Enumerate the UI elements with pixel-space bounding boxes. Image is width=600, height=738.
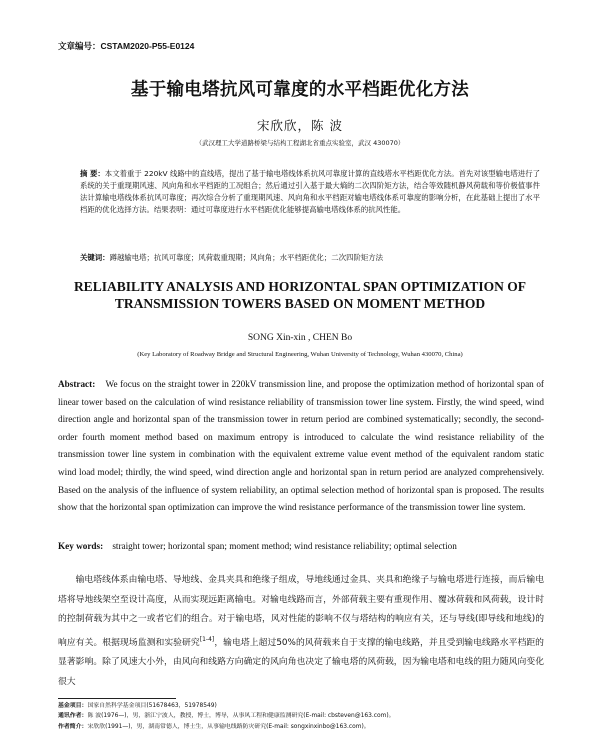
english-authors: SONG Xin-xin , CHEN Bo: [247, 333, 353, 343]
footnote-corr-label: 通讯作者：: [58, 713, 88, 720]
english-keywords: [58, 541, 544, 551]
chinese-authors: 宋欣欣，陈 波: [257, 118, 343, 133]
english-abstract-label: Abstract:: [58, 379, 96, 389]
footnotes: [58, 701, 558, 732]
english-abstract: [58, 376, 544, 517]
footnote-fund-text: 国家自然科学基金项目(51678463，51978549): [87, 703, 217, 709]
footnote-corr-text: 陈 波(1976—)，男，浙江宁波人，教授，博士，博导，从事风工程和健康监测研究(E-mail: cbsteven@163.com)。: [87, 713, 395, 720]
chinese-keywords-text: 蹲越输电塔；抗风可靠度；风荷载重现期；风向角；水平档距优化；二次四阶矩方法: [109, 253, 384, 262]
footnote-author-label: 作者简介：: [58, 723, 88, 730]
footnote-fund-label: 基金项目：: [58, 703, 88, 709]
chinese-keywords: [80, 252, 540, 263]
chinese-affiliation: （武汉理工大学道路桥梁与结构工程湖北省重点实验室，武汉 430070）: [195, 139, 405, 147]
chinese-abstract: [80, 168, 540, 216]
chinese-abstract-label: 摘 要：: [80, 169, 105, 178]
footnote-corresponding: [58, 711, 558, 721]
english-keywords-text: straight tower; horizontal span; moment method; wind resistance reliability; optimal selection: [112, 541, 457, 551]
footnote-fund: [58, 701, 558, 711]
footnote-author-text: 宋欣欣(1991—)，男，湖南常德人，博士生，从事输电线路防灾研究(E-mail: songxinxinbo@163.com)。: [87, 723, 370, 730]
footnote-author: [58, 722, 558, 732]
footnote-divider: [58, 698, 176, 699]
citation-ref: [1-4]: [199, 635, 215, 643]
english-title: RELIABILITY ANALYSIS AND HORIZONTAL SPAN OPTIMIZATION OF TRANSMISSION TOWERS BASED ON MOMENT METHOD: [73, 279, 527, 311]
body-text-part1: 输电塔线体系由输电塔、导地线、金具夹具和绝缘子组成，导地线通过金具、夹具和绝缘子与输电塔进行连接，而后输电塔将导地线架空至设计高度，从而实现远距离输电。对输电线路而言，外部荷载主要有重现作用、覆冰荷载和风荷载，设计时的控制荷载为其中之一或者它们的组合。对于输电塔，风对性能的影响不仅与塔结构的响应有关，还与导线(即导线和地线)的响应有关。根据现场监测和实验研究: [58, 575, 544, 648]
chinese-title: 基于输电塔抗风可靠度的水平档距优化方法: [130, 80, 470, 100]
chinese-abstract-text: 本文着重于 220kV 线路中的直线塔，提出了基于输电塔线体系抗风可靠度计算的直线塔水平档距优化方法。首先对该型输电塔进行了系统的关于重现期风速、风向角和水平档距的工况组合；然后通过引入基于最大熵的二次四阶矩方法，结合等效随机静风荷载和等价极值事件法计算输电塔线体系抗风可靠度；再次综合分析了重现期风速、风向角和水平档距对输电塔线体系可靠度的影响分析，在此基础上提出了水平档距的优化选择方法。结果表明：通过可靠度进行水平档距优化能够提高输电塔线体系的抗风性能。: [80, 169, 540, 214]
english-affiliation: (Key Laboratory of Roadway Bridge and Structural Engineering, Wuhan University of Technology, Wuhan 430070, China): [137, 351, 463, 358]
english-abstract-text: We focus on the straight tower in 220kV transmission line, and propose the optimization method of horizontal span of linear tower based on the calculation of wind resistance reliability of transmission tower line system. Firstly, the wind speed, wind direction angle and horizontal span of the transmission tower in return period are combined systematically; secondly, the second-order fourth moment method based on maximum entropy is introduced to calculate the wind resistance reliability of the transmission tower line system in combination with the equivalent extreme value event method of the equivalent random static wind load model; thirdly, the wind speed, wind direction angle and horizontal span in return period are analyzed comprehensively. Based on the analysis of the influence of system reliability, an optimal selection method of horizontal span is proposed. The results show that the horizontal span optimization can improve the wind resistance performance of the transmission tower line system.: [58, 379, 544, 513]
body-paragraph: [58, 571, 544, 692]
chinese-keywords-label: 关键词：: [80, 253, 110, 262]
english-keywords-label: Key words:: [58, 541, 104, 551]
body-text-part2: ，输电塔上超过50%的风荷载来自于支撑的输电线路，并且受到输电线路水平档距的显著影响。除了风速大小外，由风向和线路方向确定的风向角也决定了输电塔的风荷载，因为输电塔和电线的阻力随风向变化很大: [58, 637, 544, 687]
document-id: 文章编号：CSTAM2020-P55-E0124: [58, 41, 195, 51]
